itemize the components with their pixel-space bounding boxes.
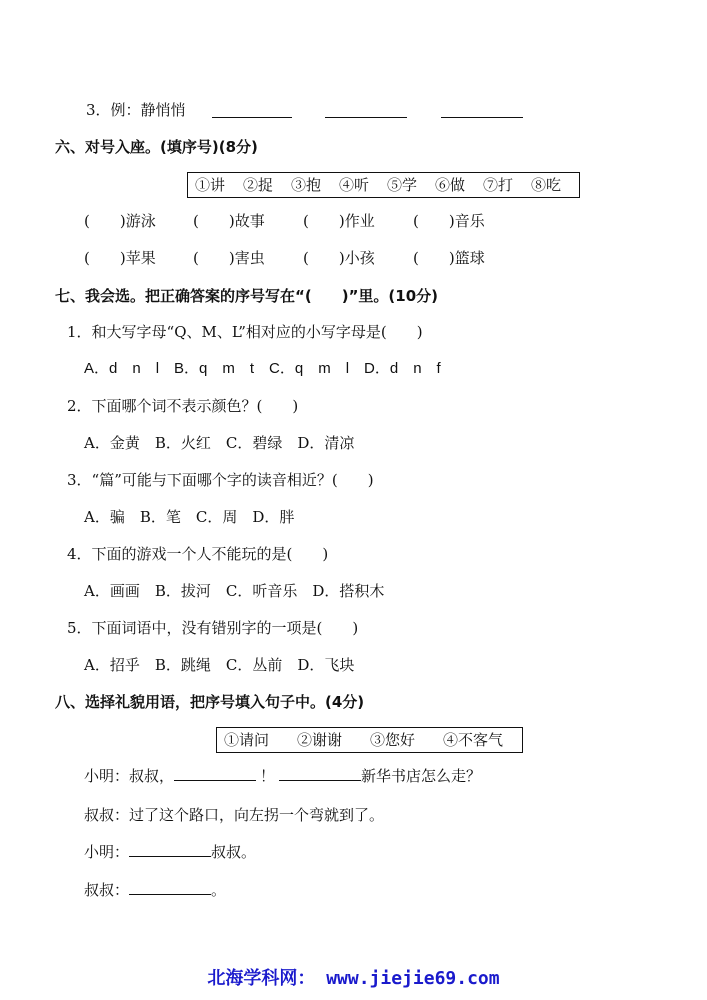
s6-item-5[interactable]: ( )苹果 (84, 249, 156, 267)
section-7-title: 七、我会选。把正确答案的序号写在“( )”里。(10分) (55, 287, 439, 305)
s8-option-3: ③您好 (370, 731, 416, 749)
q3-blank-2[interactable] (325, 103, 407, 118)
s6-item-3[interactable]: ( )作业 (303, 212, 375, 230)
s6-option-6: ⑥做 (435, 176, 466, 194)
s7-q3-options[interactable]: A．骗 B．笔 C．周 D．胖 (84, 508, 295, 526)
s7-q2-stem[interactable]: 2．下面哪个词不表示颜色？( ) (67, 397, 299, 415)
s7-q2-options[interactable]: A．金黄 B．火红 C．碧绿 D．清凉 (84, 434, 355, 452)
section-6-options-box (187, 172, 580, 198)
s7-q5-stem[interactable]: 5．下面词语中，没有错别字的一项是( ) (67, 619, 359, 637)
s7-q3-stem[interactable]: 3．“篇”可能与下面哪个字的读音相近？( ) (67, 471, 374, 489)
dialog-line-3 (84, 842, 256, 862)
s8-option-4: ④不客气 (443, 731, 504, 749)
dialog-1-blank-2[interactable] (279, 766, 361, 781)
s6-item-8[interactable]: ( )篮球 (413, 249, 485, 267)
q3-label: 3．例：静悄悄 (86, 101, 186, 119)
s8-option-2: ②谢谢 (297, 731, 343, 749)
s6-option-8: ⑧吃 (531, 176, 562, 194)
dialog-line-4 (84, 880, 226, 900)
s6-option-3: ③抱 (291, 176, 322, 194)
s6-item-1[interactable]: ( )游泳 (84, 212, 156, 230)
dialog-3-a: 小明： (84, 843, 130, 861)
dialog-1-b: ！ (260, 767, 276, 785)
section-8-options-box (216, 727, 523, 753)
s7-q1-options[interactable]: A．d n l B．q m t C．q m l D．d n f (84, 360, 441, 377)
s6-option-1: ①讲 (195, 176, 226, 194)
dialog-4-blank[interactable] (129, 880, 211, 895)
s6-option-4: ④听 (339, 176, 370, 194)
dialog-1-a: 小明：叔叔， (84, 767, 175, 785)
section-8-title: 八、选择礼貌用语，把序号填入句子中。(4分) (55, 693, 365, 711)
dialog-1-c: 新华书店怎么走？ (361, 767, 482, 785)
dialog-4-a: 叔叔： (84, 881, 130, 899)
dialog-4-b: 。 (211, 881, 227, 899)
s7-q1-stem[interactable]: 1．和大写字母“Q、M、L”相对应的小写字母是( ) (67, 323, 423, 341)
s7-q4-stem[interactable]: 4．下面的游戏一个人不能玩的是( ) (67, 545, 329, 563)
dialog-1-blank-1[interactable] (174, 766, 256, 781)
dialog-3-b: 叔叔。 (211, 843, 257, 861)
dialog-line-1 (84, 766, 481, 786)
dialog-3-blank[interactable] (129, 842, 211, 857)
section-6-title: 六、对号入座。(填序号)(8分) (55, 138, 258, 156)
s7-q5-options[interactable]: A．招乎 B．跳绳 C．丛前 D．飞块 (84, 656, 355, 674)
footer-watermark[interactable]: 北海学科网： www.jiejie69.com (207, 968, 500, 989)
s6-item-4[interactable]: ( )音乐 (413, 212, 485, 230)
dialog-line-2: 叔叔：过了这个路口，向左拐一个弯就到了。 (84, 806, 385, 824)
s6-item-2[interactable]: ( )故事 (193, 212, 265, 230)
q3-blank-1[interactable] (212, 103, 292, 118)
s6-item-7[interactable]: ( )小孩 (303, 249, 375, 267)
s6-option-7: ⑦打 (483, 176, 514, 194)
q3-line (86, 100, 186, 120)
s6-option-5: ⑤学 (387, 176, 418, 194)
s8-option-1: ①请问 (224, 731, 270, 749)
s6-item-6[interactable]: ( )害虫 (193, 249, 265, 267)
s6-option-2: ②捉 (243, 176, 274, 194)
q3-blank-3[interactable] (441, 103, 523, 118)
s7-q4-options[interactable]: A．画画 B．拔河 C．听音乐 D．搭积木 (84, 582, 385, 600)
